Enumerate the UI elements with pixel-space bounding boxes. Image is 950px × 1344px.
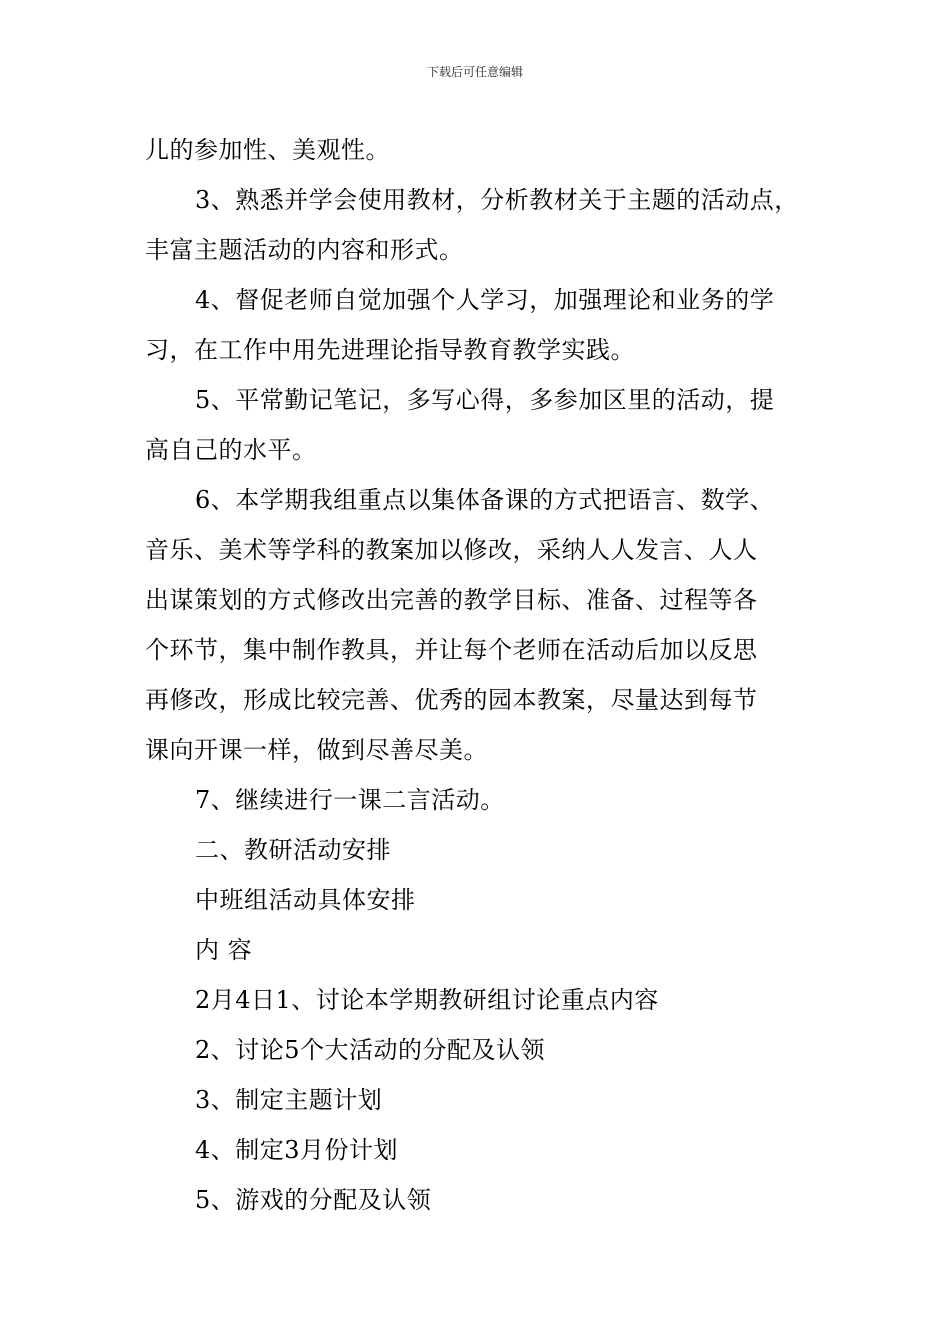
table-header-content: 内 容 [195, 936, 253, 964]
subsection-heading: 中班组活动具体安排 [195, 886, 416, 914]
body-line: 4、督促老师自觉加强个人学习，加强理论和业务的学 [195, 286, 775, 314]
body-line: 5、平常勤记笔记，多写心得，多参加区里的活动，提 [195, 386, 775, 414]
body-line: 出谋策划的方式修改出完善的教学目标、准备、过程等各 [145, 586, 758, 614]
body-line: 音乐、美术等学科的教案加以修改，采纳人人发言、人人 [145, 536, 758, 564]
body-line: 个环节，集中制作教具，并让每个老师在活动后加以反思 [145, 636, 758, 664]
document-body [145, 125, 810, 1225]
schedule-item: 2、讨论5个大活动的分配及认领 [195, 1036, 546, 1064]
body-line: 习，在工作中用先进理论指导教育教学实践。 [145, 336, 635, 364]
body-line: 3、熟悉并学会使用教材，分析教材关于主题的活动点， [195, 186, 799, 214]
section-heading: 二、教研活动安排 [195, 836, 391, 864]
body-line: 丰富主题活动的内容和形式。 [145, 236, 464, 264]
schedule-item: 3、制定主题计划 [195, 1086, 383, 1114]
schedule-item: 2月4日1、讨论本学期教研组讨论重点内容 [195, 986, 659, 1014]
body-line: 儿的参加性、美观性。 [145, 136, 390, 164]
body-line: 课向开课一样，做到尽善尽美。 [145, 736, 488, 764]
page-header-note: 下载后可任意编辑 [426, 65, 523, 79]
body-line: 高自己的水平。 [145, 436, 317, 464]
body-line: 7、继续进行一课二言活动。 [195, 786, 505, 814]
body-line: 6、本学期我组重点以集体备课的方式把语言、数学、 [195, 486, 775, 514]
schedule-item: 5、游戏的分配及认领 [195, 1186, 432, 1214]
body-line: 再修改，形成比较完善、优秀的园本教案，尽量达到每节 [145, 686, 758, 714]
schedule-item: 4、制定3月份计划 [195, 1136, 399, 1164]
